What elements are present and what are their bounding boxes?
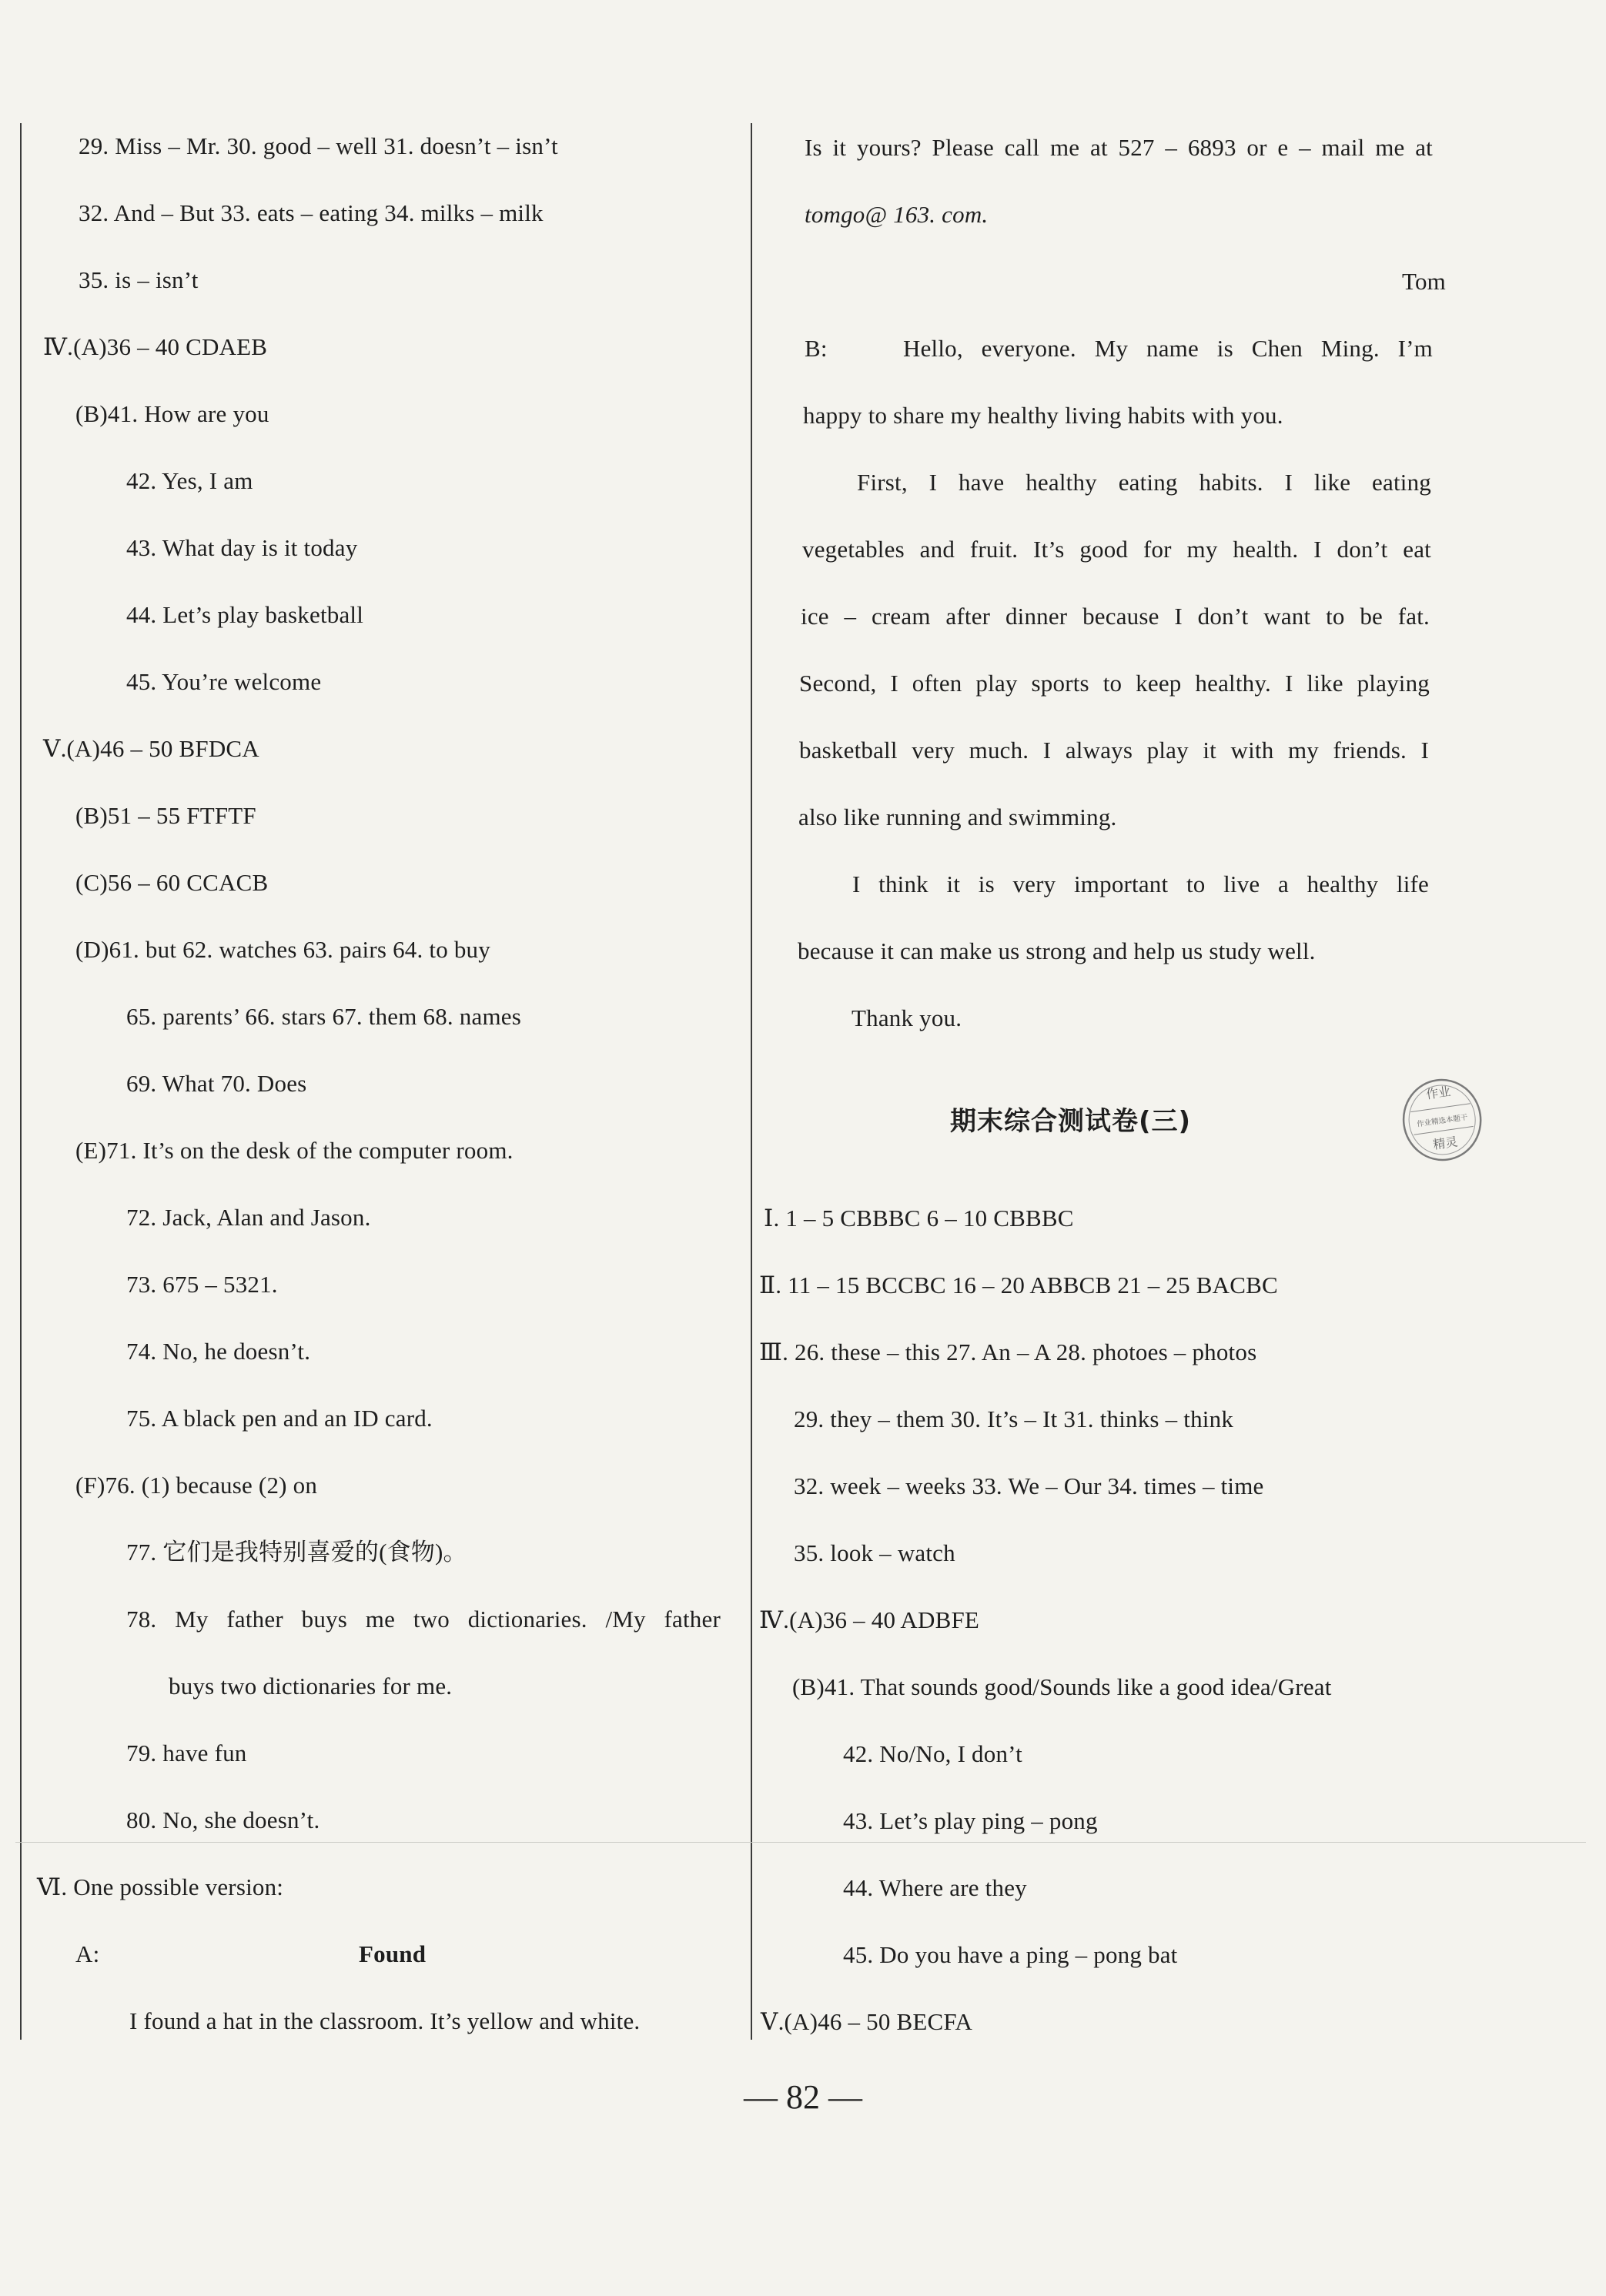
answer-line: 42. No/No, I don’t: [843, 1740, 1022, 1767]
answer-line: (F)76. (1) because (2) on: [75, 1472, 318, 1499]
composition-line: ice – cream after dinner because I don’t want to be fat.: [801, 603, 1430, 630]
composition-line: Is it yours? Please call me at 527 – 6893 or e – mail me at: [805, 134, 1433, 161]
answer-line: 79. have fun: [126, 1740, 247, 1766]
answer-line: 45. Do you have a ping – pong bat: [843, 1941, 1178, 1968]
answer-line: 44. Where are they: [843, 1874, 1027, 1901]
answer-line: 78. My father buys me two dictionaries. /My father: [126, 1606, 721, 1633]
section-line: Ⅳ.(A)36 – 40 ADBFE: [759, 1606, 980, 1633]
answer-line: 72. Jack, Alan and Jason.: [126, 1204, 371, 1231]
composition-line: also like running and swimming.: [798, 804, 1117, 831]
answer-line: (E)71. It’s on the desk of the computer room.: [75, 1137, 514, 1164]
answer-line: buys two dictionaries for me.: [169, 1673, 453, 1699]
answer-line: 77. 它们是我特别喜爱的(食物)。: [126, 1539, 467, 1566]
composition-line: I think it is very important to live a healthy life: [852, 871, 1429, 897]
answer-line: 69. What 70. Does: [126, 1070, 307, 1097]
answer-line: 35. look – watch: [794, 1539, 955, 1566]
answer-line: 45. You’re welcome: [126, 668, 322, 695]
answer-line: 29. they – them 30. It’s – It 31. thinks – think: [794, 1405, 1234, 1432]
composition-line: Thank you.: [852, 1004, 962, 1031]
answer-line: 42. Yes, I am: [126, 467, 253, 494]
composition-line: basketball very much. I always play it with my friends. I: [799, 737, 1429, 764]
signature-line: Tom: [1402, 268, 1446, 295]
left-margin-rule: [20, 123, 22, 2040]
section-line: Ⅴ.(A)46 – 50 BFDCA: [43, 735, 259, 762]
section-line: Ⅵ. One possible version:: [37, 1873, 284, 1900]
page-number: — 82 —: [744, 2078, 862, 2116]
section-title: 期末综合测试卷(三): [950, 1106, 1192, 1137]
composition-line: happy to share my healthy living habits with you.: [803, 402, 1283, 429]
composition-line: vegetables and fruit. It’s good for my health. I don’t eat: [802, 536, 1431, 563]
svg-text:作业: 作业: [1425, 1084, 1452, 1102]
speaker-label: A:: [75, 1940, 100, 1967]
section-line: Ⅰ. 1 – 5 CBBBC 6 – 10 CBBBC: [764, 1205, 1074, 1232]
answer-line: 35. is – isn’t: [79, 266, 199, 293]
composition-title: Found: [359, 1940, 427, 1967]
answer-line: 65. parents’ 66. stars 67. them 68. names: [126, 1003, 521, 1030]
composition-line: First, I have healthy eating habits. I like eating: [857, 469, 1431, 496]
composition-line: Second, I often play sports to keep healthy. I like playing: [799, 670, 1430, 697]
answer-line: 32. And – But 33. eats – eating 34. milks – milk: [79, 199, 544, 226]
answer-line: 44. Let’s play basketball: [126, 601, 364, 628]
answer-line: (B)51 – 55 FTFTF: [75, 802, 256, 829]
svg-text:精灵: 精灵: [1432, 1134, 1459, 1152]
section-line: Ⅳ.(A)36 – 40 CDAEB: [43, 333, 268, 360]
answer-line: 43. What day is it today: [126, 534, 358, 561]
section-line: Ⅴ.(A)46 – 50 BECFA: [761, 2008, 973, 2035]
answer-line: 29. Miss – Mr. 30. good – well 31. doesn’t – isn’t: [79, 132, 558, 159]
answer-line: 43. Let’s play ping – pong: [843, 1807, 1098, 1834]
answer-line: (B)41. How are you: [75, 400, 269, 427]
answer-line: (D)61. but 62. watches 63. pairs 64. to buy: [75, 936, 490, 963]
answer-line: (C)56 – 60 CCACB: [75, 869, 269, 896]
svg-text:作业精选本题干: 作业精选本题干: [1416, 1113, 1469, 1129]
section-line: Ⅱ. 11 – 15 BCCBC 16 – 20 ABBCB 21 – 25 BACBC: [759, 1272, 1278, 1298]
answer-line: 80. No, she doesn’t.: [126, 1806, 320, 1833]
composition-line: Hello, everyone. My name is Chen Ming. I’m: [903, 335, 1433, 362]
column-divider: [751, 123, 752, 2040]
answer-line: 74. No, he doesn’t.: [126, 1338, 311, 1365]
email-address: tomgo@ 163. com.: [805, 201, 989, 228]
answer-line: (B)41. That sounds good/Sounds like a good idea/Great: [792, 1673, 1332, 1700]
speaker-label: B:: [805, 335, 828, 362]
composition-line: I found a hat in the classroom. It’s yellow and white.: [129, 2007, 641, 2034]
fold-line: [15, 1842, 1586, 1843]
answer-line: 32. week – weeks 33. We – Our 34. times – time: [794, 1472, 1264, 1499]
answer-line: 73. 675 – 5321.: [126, 1271, 278, 1298]
homework-stamp-logo: [1394, 1068, 1490, 1170]
composition-line: because it can make us strong and help us study well.: [798, 937, 1316, 964]
answer-line: 75. A black pen and an ID card.: [126, 1405, 433, 1432]
section-line: Ⅲ. 26. these – this 27. An – A 28. photoes – photos: [759, 1338, 1257, 1365]
